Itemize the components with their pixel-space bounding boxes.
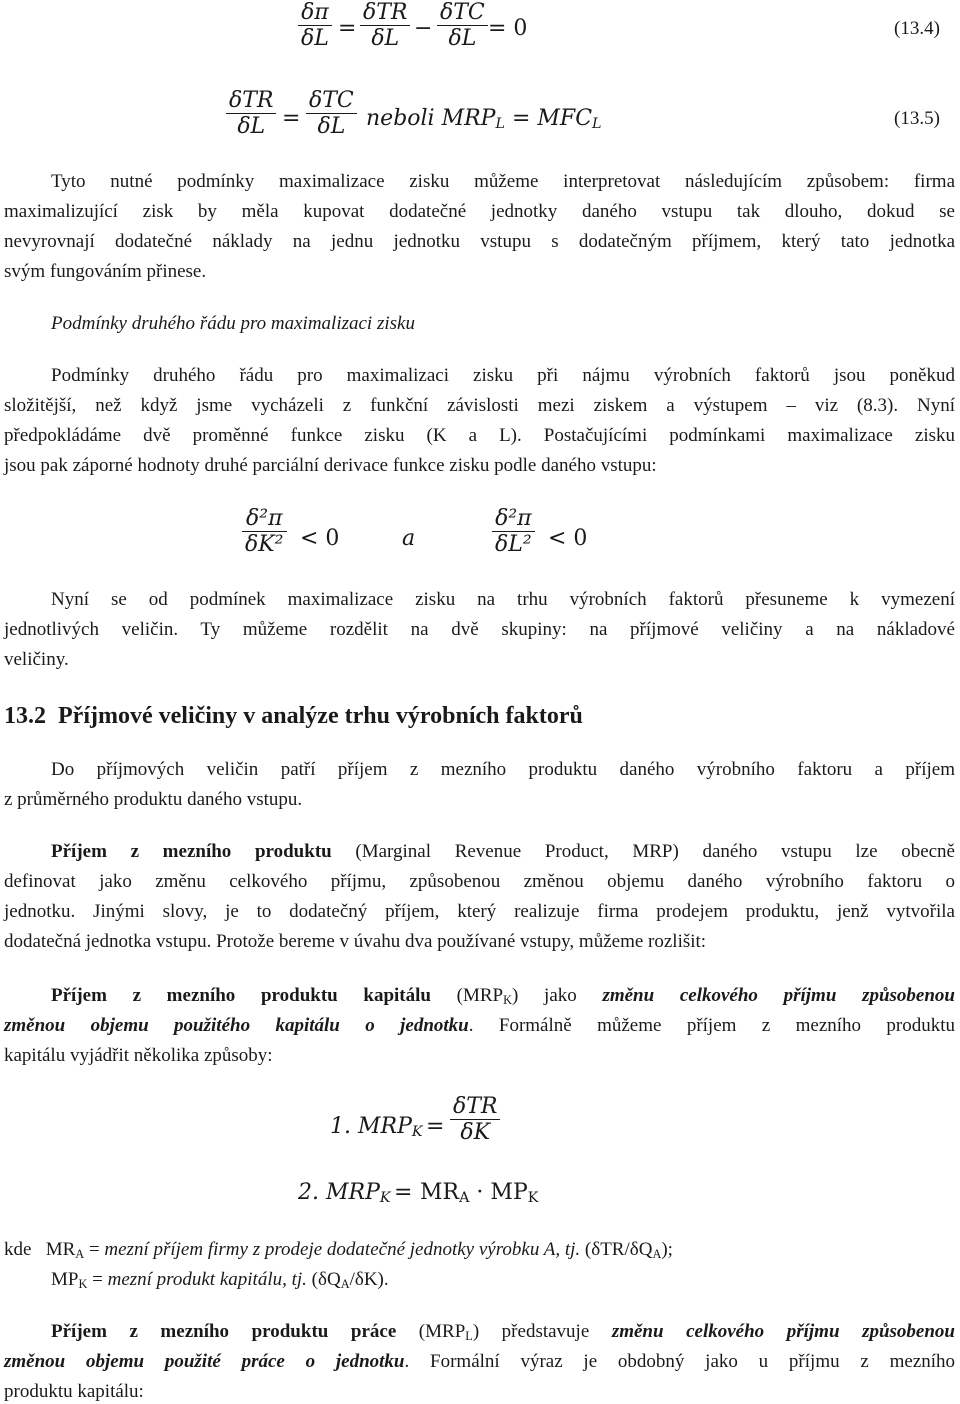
eq1-rhs: = 0 [488,16,528,41]
where-mp: $MP_K$ = mezní produkt kapitálu, tj. $(\delta Q_A/\delta K)$. [51,1269,389,1291]
eq1-frac-dtc-dl: δTC δL [437,0,488,52]
para7-line: změnou objemu použité práce o jednotku. Formální výraz je obdobný jako u příjmu z mezního [4,1351,955,1372]
para3-line: Nyní se od podmínek maximalizace zisku na trhu výrobních faktorů přesuneme k vymezení [51,589,955,610]
para2-line: složitější, než když jsme vycházeli z funkční závislosti mezi ziskem a výstupem – viz (8.3). Nyní [4,395,955,416]
eq3-rel-b: < 0 [548,526,588,551]
equation-number: (13.4) [894,18,940,39]
para3-line: veličiny. [4,649,69,670]
eq2-equals: = [282,106,301,131]
para5-line: definovat jako změnu celkového příjmu, způsobenou změnou objemu daného výrobního faktoru o [4,871,955,892]
para2-line: jsou pak záporné hodnoty druhé parciální derivace funkce zisku podle daného vstupu: [4,455,657,476]
eq3-rel-a: < 0 [300,526,340,551]
subheading: Podmínky druhého řádu pro maximalizaci zisku [51,313,415,334]
eq2-frac-dtr-dl: δTR δL [226,88,276,140]
eq3-frac-k: δ²π δK² [242,506,287,558]
eq5-rhs: $MR_A \cdot MP_K$ [420,1180,539,1206]
eq4-lhs: 1. $MRP_K$ [330,1114,423,1140]
eq1-frac-dpi-dl: δπ δL [298,0,332,52]
para4-line: z průměrného produktu daného vstupu. [4,789,303,810]
para5-line: jednotku. Jinými slovy, je to dodatečný příjem, který realizuje firma prodejem produktu, jenž vytvořila [4,901,955,922]
eq4-frac: δTR δK [450,1094,500,1146]
para1-line: Tyto nutné podmínky maximalizace zisku můžeme interpretovat následujícím způsobem: firma [51,171,955,192]
para5-line: Příjem z mezního produktu (Marginal Revenue Product, MRP) daného vstupu lze obecně [51,841,955,862]
section-heading: 13.2 Příjmové veličiny v analýze trhu výrobních faktorů [4,703,583,729]
para6-line: změnou objemu použitého kapitálu o jednotku. Formálně můžeme příjem z mezního produktu [4,1015,956,1036]
eq3-frac-l: δ²π δL² [492,506,535,558]
para1-line: svým fungováním přinese. [4,261,207,282]
para3-line: jednotlivých veličin. Ty můžeme rozdělit na dvě skupiny: na příjmové veličiny a na nákladové [4,619,955,640]
para2-line: Podmínky druhého řádu pro maximalizaci zisku při nájmu výrobních faktorů jsou poněkud [51,365,955,386]
para6-line: kapitálu vyjádřit několika způsoby: [4,1045,273,1066]
para7-line: Příjem z mezního produktu práce $(MRP_L)$ představuje změnu celkového příjmu způsobenou [51,1321,955,1343]
para1-line: nevyrovnají dodatečné náklady na jednu jednotku vstupu s dodatečným příjmem, který tato jednotka [4,231,955,252]
eq3-conj: a [402,526,416,551]
para4-line: Do příjmových veličin patří příjem z mezního produktu daného výrobního faktoru a příjem [51,759,955,780]
para1-line: maximalizující zisk by měla kupovat dodatečné jednotky daného vstupu tak dlouho, dokud se [4,201,955,222]
eq5-equals: = [394,1180,413,1205]
para6-line: Příjem z mezního produktu kapitálu $(MRP_K)$ jako změnu celkového příjmu způsobenou [51,985,955,1007]
eq4-equals: = [426,1114,445,1139]
eq1-minus: − [414,16,433,41]
eq1-frac-dtr-dl: δTR δL [360,0,410,52]
para7-line: produktu kapitálu: [4,1381,144,1402]
para2-line: předpokládáme dvě proměnné funkce zisku (K a L). Postačujícími podmínkami maximalizace zisku [4,425,955,446]
eq1-equals: = [338,16,357,41]
equation-number: (13.5) [894,108,940,129]
para5-line: dodatečná jednotka vstupu. Protože bereme v úvahu dva používané vstupy, můžeme rozlišit: [4,931,707,952]
eq2-text: neboli $MRP_L = MFC_L$ [366,106,602,132]
eq2-frac-dtc-dl: δTC δL [306,88,357,140]
eq5-lhs: 2. $MRP_K$ [298,1180,391,1206]
where-mr: kde $MR_A$ = mezní příjem firmy z prodeje dodatečné jednotky výrobku A, tj. $(\delta TR/\delta Q_A)$; [4,1239,673,1261]
